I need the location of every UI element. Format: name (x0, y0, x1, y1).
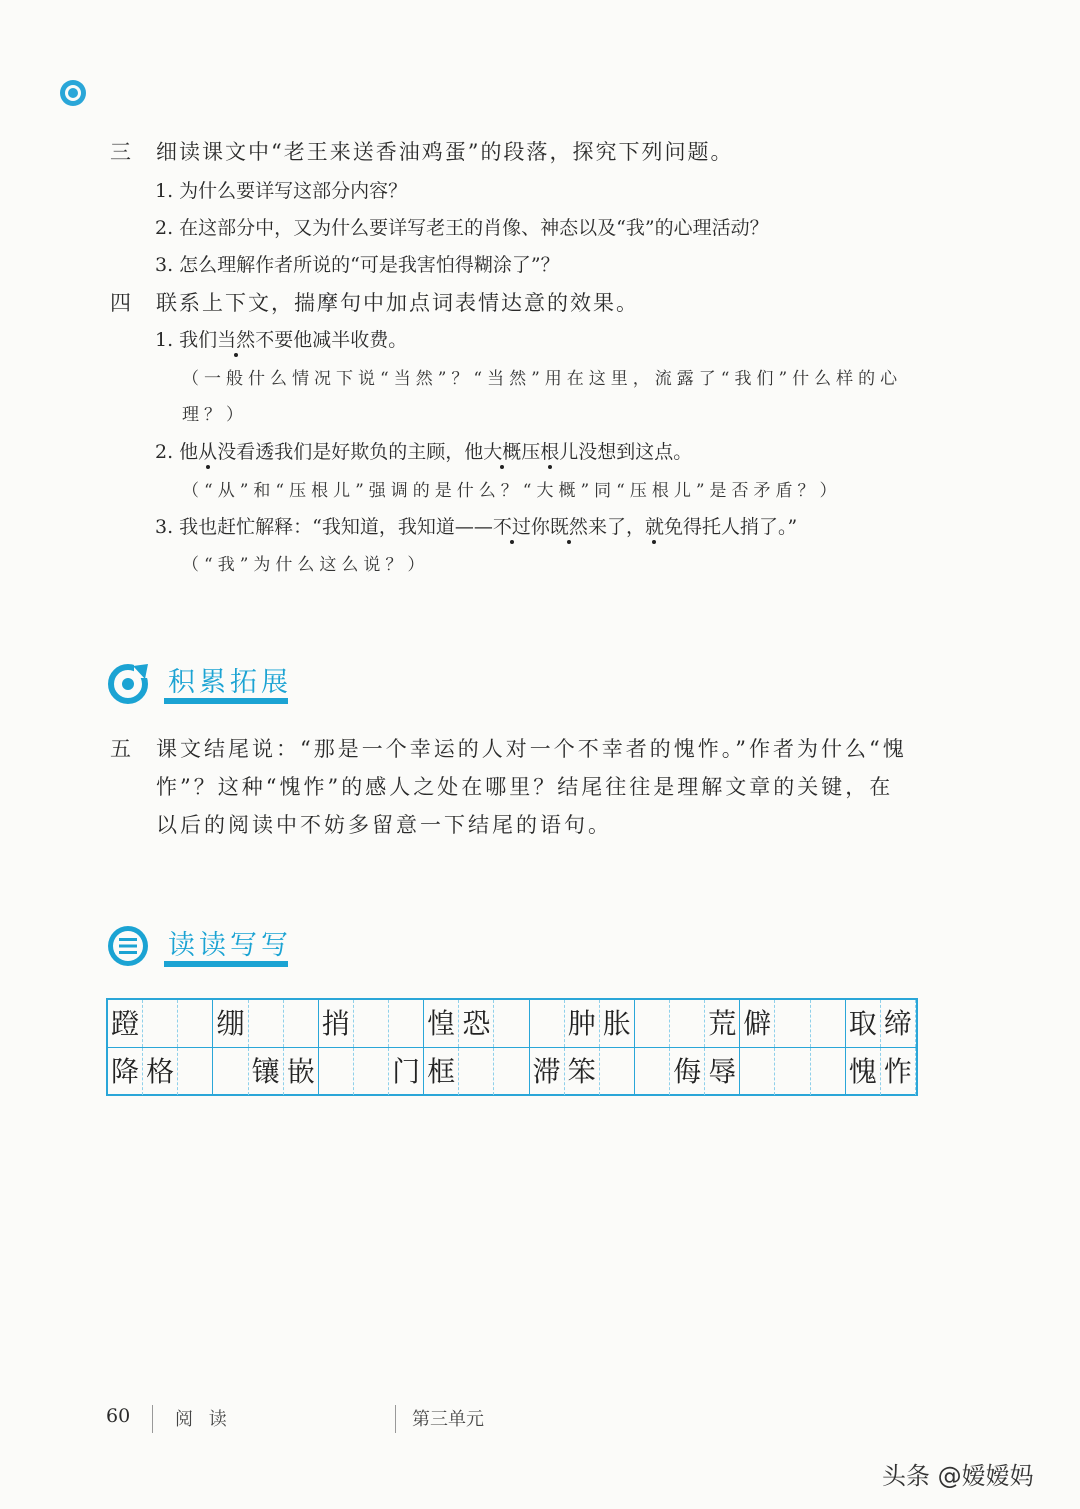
dotted-word: 从 (198, 441, 218, 463)
vocab-cell: 胀 (600, 1000, 635, 1047)
vocab-cell (354, 1048, 389, 1095)
dotted-word: 大概 (483, 441, 522, 463)
vocab-cell: 镶 (249, 1048, 284, 1095)
vocab-cell: 怍 (881, 1048, 916, 1095)
vocab-cell: 框 (424, 1048, 459, 1095)
watermark-brand: 头条 @嫒嫒妈 (882, 1462, 1034, 1490)
vocab-cell (178, 1048, 213, 1095)
dotted-word: 不过 (492, 516, 531, 538)
question-3: 三 细读课文中“老王来送香油鸡蛋”的段落，探究下列问题。 (110, 140, 734, 164)
footer-divider (395, 1405, 396, 1433)
vocab-cell: 门 (389, 1048, 424, 1095)
vocab-cell: 愧 (846, 1048, 881, 1095)
vocab-cell: 捎 (319, 1000, 354, 1047)
vocab-cell: 降 (108, 1048, 143, 1095)
vocab-cell (319, 1048, 354, 1095)
vocab-grid (106, 998, 918, 1096)
vocab-cell: 嵌 (284, 1048, 319, 1095)
vocab-cell (530, 1000, 565, 1047)
vocab-cell (775, 1000, 810, 1047)
smile-icon (60, 80, 86, 106)
vocab-cell: 惶 (424, 1000, 459, 1047)
vocab-cell: 格 (143, 1048, 178, 1095)
q4-item-1: 1. 我们当然不要他减半收费。 (155, 329, 408, 351)
vocab-cell (670, 1000, 705, 1047)
vocab-cell: 取 (846, 1000, 881, 1047)
q3-item-1: 1. 为什么要详写这部分内容？ (155, 180, 408, 202)
vocab-cell: 侮 (670, 1048, 705, 1095)
vocab-cell (494, 1000, 529, 1047)
dotted-word: 压根儿 (521, 441, 579, 463)
footer-section: 阅 读 (175, 1409, 232, 1430)
vocab-cell: 荒 (705, 1000, 740, 1047)
q4-hint-3: （“我”为什么这么说？） (182, 555, 430, 575)
vocab-cell (459, 1048, 494, 1095)
section-underline (164, 961, 288, 967)
vocab-cell: 笨 (565, 1048, 600, 1095)
footer-unit: 第三单元 (412, 1409, 484, 1430)
vocab-cell (354, 1000, 389, 1047)
vocab-cell: 缔 (881, 1000, 916, 1047)
vocab-row-1 (108, 1000, 916, 1047)
section-title-accumulate: 积累拓展 (168, 667, 292, 698)
vocab-cell (213, 1048, 248, 1095)
section-underline (164, 698, 288, 704)
vocab-cell: 滞 (530, 1048, 565, 1095)
vocab-cell (811, 1000, 846, 1047)
vocab-cell: 恐 (459, 1000, 494, 1047)
question-5: 五 课文结尾说：“那是一个幸运的人对一个不幸者的愧怍。”作者为什么“愧 怍”？这种“愧怍”的感人之处在哪里？结尾往往是理解文章的关键，在 以后的阅读中不妨多留意一下结尾的语句。 (110, 737, 907, 837)
q4-item-2: 2. 他从没看透我们是好欺负的主顾，他大概压根儿没想到这点。 (155, 441, 693, 463)
refresh-arrow-icon (106, 662, 150, 706)
vocab-cell (635, 1048, 670, 1095)
vocab-cell: 肿 (565, 1000, 600, 1047)
vocab-cell (284, 1000, 319, 1047)
q4-hint-2: （“从”和“压根儿”强调的是什么？“大概”同“压根儿”是否矛盾？） (182, 481, 842, 501)
vocab-cell (178, 1000, 213, 1047)
section-title-read-write: 读读写写 (168, 930, 292, 961)
vocab-cell: 辱 (705, 1048, 740, 1095)
dotted-word: 当然 (217, 329, 256, 351)
q4-item-3: 3. 我也赶忙解释：“我知道，我知道——不过你既然来了，就免得托人捎了。” (155, 516, 798, 538)
vocab-cell (635, 1000, 670, 1047)
vocab-cell (494, 1048, 529, 1095)
q4-hint-1a: （一般什么情况下说“当然”？“当然”用在这里，流露了“我们”什么样的心 (182, 369, 903, 389)
page-number: 60 (106, 1405, 131, 1427)
vocab-cell: 僻 (740, 1000, 775, 1047)
vocab-cell (740, 1048, 775, 1095)
q4-hint-1b: 理？） (182, 405, 248, 425)
vocab-cell: 蹬 (108, 1000, 143, 1047)
vocab-row-2 (108, 1047, 916, 1095)
vocab-cell (389, 1000, 424, 1047)
vocab-cell (143, 1000, 178, 1047)
footer-divider (152, 1405, 153, 1433)
vocab-cell (600, 1048, 635, 1095)
q3-item-2: 2. 在这部分中，又为什么要详写老王的肖像、神态以及“我”的心理活动？ (155, 217, 769, 239)
vocab-cell (249, 1000, 284, 1047)
list-lines-icon (106, 924, 150, 968)
vocab-cell (811, 1048, 846, 1095)
q3-item-3: 3. 怎么理解作者所说的“可是我害怕得糊涂了”？ (155, 254, 560, 276)
vocab-cell (775, 1048, 810, 1095)
question-4: 四 联系上下文，揣摩句中加点词表情达意的效果。 (110, 291, 639, 315)
vocab-cell: 绷 (213, 1000, 248, 1047)
dotted-word: 就 (644, 516, 664, 538)
dotted-word: 既然 (549, 516, 588, 538)
